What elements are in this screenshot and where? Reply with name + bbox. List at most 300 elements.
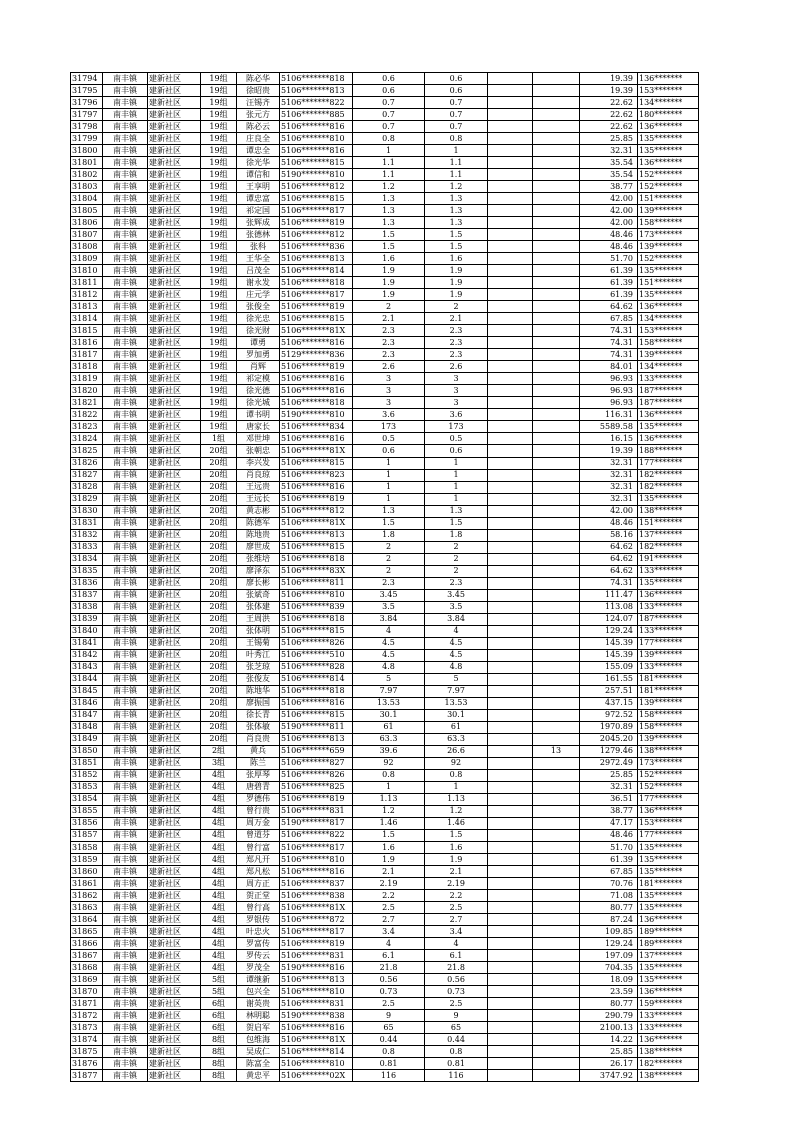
cell-amount: 35.54	[580, 157, 638, 169]
cell-area-b: 0.6	[425, 445, 488, 457]
cell-area-a: 7.97	[353, 685, 425, 697]
cell-phone: 136*******	[638, 914, 699, 926]
cell-group: 4组	[201, 890, 237, 902]
cell-phone: 152*******	[638, 769, 699, 781]
cell-id-number: 5106*******837	[280, 878, 353, 890]
cell-row-id: 31837	[71, 589, 103, 601]
table-row	[71, 325, 699, 337]
cell-id-number: 5106*******834	[280, 421, 353, 433]
cell-row-id: 31844	[71, 673, 103, 685]
cell-area-c	[488, 986, 533, 998]
cell-phone: 136*******	[638, 409, 699, 421]
cell-town: 南丰镇	[103, 337, 148, 349]
cell-area-c	[488, 697, 533, 709]
cell-id-number: 5106*******818	[280, 613, 353, 625]
cell-area-d	[533, 133, 580, 145]
cell-phone: 177*******	[638, 457, 699, 469]
cell-area-b: 1.6	[425, 842, 488, 854]
cell-area-a: 1.1	[353, 157, 425, 169]
cell-name: 谭忠全	[237, 145, 280, 157]
cell-area-a: 1	[353, 469, 425, 481]
cell-phone: 137*******	[638, 950, 699, 962]
cell-town: 南丰镇	[103, 757, 148, 769]
cell-id-number: 5106*******816	[280, 121, 353, 133]
cell-phone: 187*******	[638, 385, 699, 397]
cell-area-a: 1.3	[353, 217, 425, 229]
cell-name: 谭书明	[237, 409, 280, 421]
cell-phone: 152*******	[638, 253, 699, 265]
cell-phone: 135*******	[638, 974, 699, 986]
cell-area-a: 4.5	[353, 637, 425, 649]
cell-id-number: 5106*******815	[280, 193, 353, 205]
cell-community: 建新社区	[148, 205, 201, 217]
cell-phone: 139*******	[638, 649, 699, 661]
cell-town: 南丰镇	[103, 805, 148, 817]
cell-area-c	[488, 998, 533, 1010]
cell-name: 庄元学	[237, 289, 280, 301]
cell-group: 19组	[201, 397, 237, 409]
cell-row-id: 31810	[71, 265, 103, 277]
cell-amount: 96.93	[580, 373, 638, 385]
table-row	[71, 902, 699, 914]
cell-id-number: 5106*******810	[280, 1058, 353, 1070]
cell-community: 建新社区	[148, 1034, 201, 1046]
cell-area-c	[488, 85, 533, 97]
cell-name: 肖良琼	[237, 469, 280, 481]
cell-name: 唐家长	[237, 421, 280, 433]
cell-town: 南丰镇	[103, 914, 148, 926]
cell-phone: 177*******	[638, 793, 699, 805]
cell-id-number: 5106*******81X	[280, 902, 353, 914]
cell-area-c	[488, 97, 533, 109]
cell-id-number: 5106*******818	[280, 397, 353, 409]
cell-amount: 32.31	[580, 781, 638, 793]
table-row	[71, 193, 699, 205]
cell-town: 南丰镇	[103, 817, 148, 829]
cell-town: 南丰镇	[103, 493, 148, 505]
cell-name: 张厚琴	[237, 769, 280, 781]
cell-area-b: 4	[425, 625, 488, 637]
cell-amount: 61.39	[580, 277, 638, 289]
cell-name: 包维海	[237, 1034, 280, 1046]
table-row	[71, 1058, 699, 1070]
cell-area-a: 1.9	[353, 265, 425, 277]
cell-community: 建新社区	[148, 253, 201, 265]
table-row	[71, 733, 699, 745]
cell-row-id: 31811	[71, 277, 103, 289]
cell-town: 南丰镇	[103, 565, 148, 577]
cell-area-d	[533, 505, 580, 517]
cell-area-b: 2.5	[425, 902, 488, 914]
cell-name: 张斌奇	[237, 589, 280, 601]
cell-group: 19组	[201, 409, 237, 421]
cell-area-b: 1.3	[425, 217, 488, 229]
cell-phone: 189*******	[638, 926, 699, 938]
cell-community: 建新社区	[148, 181, 201, 193]
cell-community: 建新社区	[148, 986, 201, 998]
cell-area-c	[488, 1022, 533, 1034]
cell-area-b: 21.8	[425, 962, 488, 974]
cell-group: 20组	[201, 517, 237, 529]
cell-id-number: 5106*******836	[280, 241, 353, 253]
cell-id-number: 5106*******813	[280, 529, 353, 541]
cell-name: 谭信和	[237, 169, 280, 181]
cell-amount: 36.51	[580, 793, 638, 805]
cell-phone: 151*******	[638, 193, 699, 205]
cell-row-id: 31806	[71, 217, 103, 229]
cell-area-d	[533, 493, 580, 505]
cell-id-number: 5106*******815	[280, 625, 353, 637]
cell-area-c	[488, 565, 533, 577]
cell-amount: 64.62	[580, 553, 638, 565]
cell-area-d	[533, 121, 580, 133]
cell-area-d	[533, 769, 580, 781]
cell-area-d	[533, 950, 580, 962]
cell-town: 南丰镇	[103, 385, 148, 397]
table-row	[71, 181, 699, 193]
table-row	[71, 421, 699, 433]
cell-community: 建新社区	[148, 890, 201, 902]
cell-id-number: 5106*******659	[280, 745, 353, 757]
cell-phone: 188*******	[638, 445, 699, 457]
cell-row-id: 31814	[71, 313, 103, 325]
cell-id-number: 5106*******813	[280, 974, 353, 986]
cell-area-d	[533, 457, 580, 469]
cell-group: 20组	[201, 721, 237, 733]
cell-town: 南丰镇	[103, 697, 148, 709]
cell-community: 建新社区	[148, 529, 201, 541]
cell-phone: 135*******	[638, 902, 699, 914]
cell-group: 20组	[201, 697, 237, 709]
cell-community: 建新社区	[148, 193, 201, 205]
cell-amount: 48.46	[580, 829, 638, 841]
cell-town: 南丰镇	[103, 265, 148, 277]
cell-area-c	[488, 721, 533, 733]
cell-row-id: 31808	[71, 241, 103, 253]
cell-phone: 133*******	[638, 625, 699, 637]
cell-community: 建新社区	[148, 1046, 201, 1058]
cell-id-number: 5106*******816	[280, 145, 353, 157]
cell-amount: 25.85	[580, 1046, 638, 1058]
cell-area-c	[488, 842, 533, 854]
cell-id-number: 5106*******810	[280, 986, 353, 998]
cell-area-d	[533, 109, 580, 121]
table-row	[71, 469, 699, 481]
cell-amount: 19.39	[580, 85, 638, 97]
cell-area-d	[533, 349, 580, 361]
cell-area-d	[533, 325, 580, 337]
cell-row-id: 31841	[71, 637, 103, 649]
cell-area-a: 0.7	[353, 97, 425, 109]
cell-area-c	[488, 181, 533, 193]
cell-name: 廖世成	[237, 541, 280, 553]
cell-phone: 138*******	[638, 1046, 699, 1058]
cell-amount: 96.93	[580, 397, 638, 409]
cell-town: 南丰镇	[103, 733, 148, 745]
cell-area-a: 0.6	[353, 73, 425, 85]
cell-phone: 182*******	[638, 469, 699, 481]
cell-community: 建新社区	[148, 625, 201, 637]
cell-name: 叶忠火	[237, 926, 280, 938]
cell-name: 徐光忠	[237, 313, 280, 325]
cell-id-number: 5106*******811	[280, 577, 353, 589]
table-row	[71, 337, 699, 349]
table-row	[71, 385, 699, 397]
cell-amount: 47.17	[580, 817, 638, 829]
cell-community: 建新社区	[148, 553, 201, 565]
cell-id-number: 5106*******81X	[280, 1034, 353, 1046]
cell-group: 4组	[201, 878, 237, 890]
cell-phone: 135*******	[638, 962, 699, 974]
cell-row-id: 31868	[71, 962, 103, 974]
cell-name: 张体建	[237, 601, 280, 613]
cell-area-a: 2.5	[353, 902, 425, 914]
table-row	[71, 205, 699, 217]
cell-id-number: 5106*******817	[280, 926, 353, 938]
cell-community: 建新社区	[148, 433, 201, 445]
cell-area-a: 2.19	[353, 878, 425, 890]
cell-area-b: 3.6	[425, 409, 488, 421]
cell-row-id: 31827	[71, 469, 103, 481]
cell-amount: 14.22	[580, 1034, 638, 1046]
cell-amount: 109.85	[580, 926, 638, 938]
cell-community: 建新社区	[148, 878, 201, 890]
cell-amount: 197.09	[580, 950, 638, 962]
cell-area-c	[488, 349, 533, 361]
cell-area-b: 3.5	[425, 601, 488, 613]
cell-town: 南丰镇	[103, 169, 148, 181]
cell-area-a: 1.2	[353, 181, 425, 193]
cell-name: 肖良贵	[237, 733, 280, 745]
cell-row-id: 31826	[71, 457, 103, 469]
cell-area-a: 92	[353, 757, 425, 769]
cell-name: 王锡菊	[237, 637, 280, 649]
cell-community: 建新社区	[148, 157, 201, 169]
cell-amount: 51.70	[580, 253, 638, 265]
cell-area-c	[488, 517, 533, 529]
cell-area-d	[533, 661, 580, 673]
cell-group: 20组	[201, 505, 237, 517]
cell-amount: 80.77	[580, 902, 638, 914]
cell-area-d	[533, 421, 580, 433]
table-row	[71, 854, 699, 866]
cell-area-d	[533, 986, 580, 998]
cell-phone: 133*******	[638, 661, 699, 673]
cell-town: 南丰镇	[103, 986, 148, 998]
cell-amount: 19.39	[580, 445, 638, 457]
cell-amount: 2045.20	[580, 733, 638, 745]
cell-name: 王周洪	[237, 613, 280, 625]
cell-phone: 177*******	[638, 637, 699, 649]
cell-group: 4组	[201, 793, 237, 805]
cell-id-number: 5106*******817	[280, 289, 353, 301]
cell-community: 建新社区	[148, 361, 201, 373]
cell-group: 4组	[201, 854, 237, 866]
cell-community: 建新社区	[148, 649, 201, 661]
cell-area-a: 2.6	[353, 361, 425, 373]
cell-row-id: 31825	[71, 445, 103, 457]
cell-amount: 42.00	[580, 217, 638, 229]
cell-area-a: 0.8	[353, 769, 425, 781]
cell-group: 19组	[201, 301, 237, 313]
cell-area-d	[533, 385, 580, 397]
cell-area-a: 1.6	[353, 253, 425, 265]
cell-community: 建新社区	[148, 325, 201, 337]
cell-town: 南丰镇	[103, 145, 148, 157]
cell-row-id: 31828	[71, 481, 103, 493]
cell-name: 罗银传	[237, 914, 280, 926]
cell-id-number: 5106*******814	[280, 265, 353, 277]
table-row	[71, 301, 699, 313]
cell-phone: 180*******	[638, 109, 699, 121]
cell-community: 建新社区	[148, 697, 201, 709]
table-row	[71, 1034, 699, 1046]
cell-group: 20组	[201, 541, 237, 553]
cell-amount: 87.24	[580, 914, 638, 926]
cell-area-b: 1.13	[425, 793, 488, 805]
cell-community: 建新社区	[148, 505, 201, 517]
cell-community: 建新社区	[148, 541, 201, 553]
cell-amount: 113.08	[580, 601, 638, 613]
cell-community: 建新社区	[148, 169, 201, 181]
cell-town: 南丰镇	[103, 793, 148, 805]
cell-phone: 133*******	[638, 1022, 699, 1034]
cell-area-b: 1.46	[425, 817, 488, 829]
cell-group: 19组	[201, 277, 237, 289]
cell-phone: 153*******	[638, 325, 699, 337]
cell-area-d	[533, 85, 580, 97]
cell-area-d	[533, 721, 580, 733]
cell-group: 19组	[201, 97, 237, 109]
cell-area-b: 2.3	[425, 577, 488, 589]
cell-area-d	[533, 757, 580, 769]
cell-amount: 61.39	[580, 854, 638, 866]
cell-area-b: 0.7	[425, 97, 488, 109]
cell-row-id: 31832	[71, 529, 103, 541]
table-row	[71, 757, 699, 769]
cell-area-c	[488, 397, 533, 409]
cell-area-a: 6.1	[353, 950, 425, 962]
cell-group: 20组	[201, 709, 237, 721]
cell-id-number: 5106*******822	[280, 97, 353, 109]
cell-area-b: 1	[425, 469, 488, 481]
cell-id-number: 5106*******817	[280, 842, 353, 854]
cell-area-d	[533, 697, 580, 709]
cell-row-id: 31848	[71, 721, 103, 733]
cell-row-id: 31833	[71, 541, 103, 553]
cell-amount: 22.62	[580, 121, 638, 133]
cell-community: 建新社区	[148, 481, 201, 493]
cell-area-d	[533, 469, 580, 481]
cell-area-d	[533, 962, 580, 974]
cell-town: 南丰镇	[103, 673, 148, 685]
cell-phone: 151*******	[638, 517, 699, 529]
cell-amount: 111.47	[580, 589, 638, 601]
cell-area-d	[533, 433, 580, 445]
table-row	[71, 97, 699, 109]
cell-town: 南丰镇	[103, 1022, 148, 1034]
table-row	[71, 1070, 699, 1082]
cell-phone: 136*******	[638, 589, 699, 601]
cell-name: 徐光财	[237, 325, 280, 337]
table-row	[71, 998, 699, 1010]
cell-area-a: 65	[353, 1022, 425, 1034]
cell-area-b: 1.9	[425, 277, 488, 289]
cell-group: 19组	[201, 121, 237, 133]
cell-community: 建新社区	[148, 121, 201, 133]
table-row	[71, 85, 699, 97]
cell-community: 建新社区	[148, 914, 201, 926]
cell-area-b: 4	[425, 938, 488, 950]
cell-community: 建新社区	[148, 769, 201, 781]
cell-area-a: 1	[353, 493, 425, 505]
table-row	[71, 637, 699, 649]
cell-area-a: 3.5	[353, 601, 425, 613]
cell-town: 南丰镇	[103, 349, 148, 361]
cell-row-id: 31839	[71, 613, 103, 625]
cell-area-c	[488, 433, 533, 445]
cell-area-c	[488, 121, 533, 133]
cell-town: 南丰镇	[103, 241, 148, 253]
cell-community: 建新社区	[148, 85, 201, 97]
cell-name: 周方正	[237, 878, 280, 890]
cell-amount: 42.00	[580, 193, 638, 205]
cell-amount: 48.46	[580, 517, 638, 529]
cell-amount: 145.39	[580, 637, 638, 649]
cell-group: 4组	[201, 902, 237, 914]
cell-area-b: 3	[425, 385, 488, 397]
table-row	[71, 541, 699, 553]
cell-area-c	[488, 157, 533, 169]
cell-id-number: 5106*******819	[280, 493, 353, 505]
cell-town: 南丰镇	[103, 505, 148, 517]
cell-town: 南丰镇	[103, 745, 148, 757]
cell-group: 19组	[201, 313, 237, 325]
cell-row-id: 31823	[71, 421, 103, 433]
cell-area-b: 2.7	[425, 914, 488, 926]
cell-row-id: 31804	[71, 193, 103, 205]
cell-area-b: 1.1	[425, 169, 488, 181]
cell-group: 20组	[201, 733, 237, 745]
cell-area-b: 0.8	[425, 1046, 488, 1058]
cell-group: 4组	[201, 829, 237, 841]
cell-town: 南丰镇	[103, 842, 148, 854]
cell-town: 南丰镇	[103, 433, 148, 445]
cell-id-number: 5190*******816	[280, 962, 353, 974]
table-row	[71, 697, 699, 709]
cell-community: 建新社区	[148, 145, 201, 157]
cell-group: 20组	[201, 589, 237, 601]
cell-name: 张体敏	[237, 721, 280, 733]
cell-name: 陈地华	[237, 685, 280, 697]
cell-area-a: 63.3	[353, 733, 425, 745]
cell-phone: 153*******	[638, 85, 699, 97]
cell-town: 南丰镇	[103, 313, 148, 325]
cell-id-number: 5190*******811	[280, 721, 353, 733]
cell-area-d	[533, 565, 580, 577]
cell-area-b: 26.6	[425, 745, 488, 757]
cell-name: 罗传云	[237, 950, 280, 962]
cell-area-d	[533, 541, 580, 553]
table-row	[71, 553, 699, 565]
cell-row-id: 31849	[71, 733, 103, 745]
cell-row-id: 31797	[71, 109, 103, 121]
cell-row-id: 31846	[71, 697, 103, 709]
cell-phone: 158*******	[638, 217, 699, 229]
cell-id-number: 5106*******81X	[280, 445, 353, 457]
cell-area-d	[533, 781, 580, 793]
table-row	[71, 625, 699, 637]
